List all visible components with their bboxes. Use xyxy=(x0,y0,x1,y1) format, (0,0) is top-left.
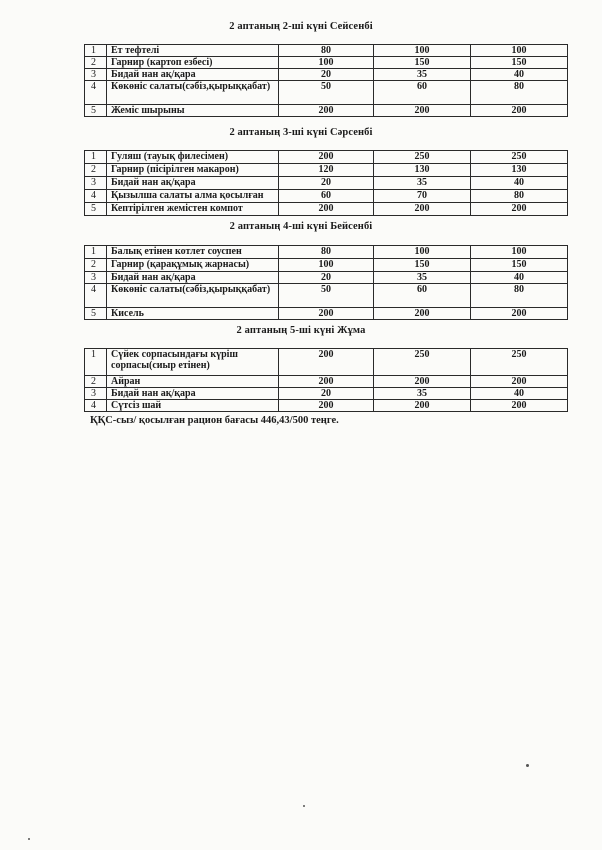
table-row xyxy=(85,308,568,320)
row-number: 1 xyxy=(85,349,107,376)
dish-name: Көкөніс салаты(сәбіз,қырыққабат) xyxy=(107,81,279,105)
portion-value: 200 xyxy=(471,376,568,388)
dish-name: Ет тефтелі xyxy=(107,45,279,57)
portion-value: 20 xyxy=(279,272,374,284)
row-number: 3 xyxy=(85,272,107,284)
dish-name: Жеміс шырыны xyxy=(107,105,279,117)
portion-value: 40 xyxy=(471,388,568,400)
row-number: 2 xyxy=(85,57,107,69)
portion-value: 80 xyxy=(279,45,374,57)
portion-value: 150 xyxy=(471,57,568,69)
dish-name: Гарнир (қарақұмық жарнасы) xyxy=(107,259,279,272)
dish-name: Гарнир (пісірілген макарон) xyxy=(107,164,279,177)
portion-value: 35 xyxy=(374,177,471,190)
dish-name: Бидай нан ақ/қара xyxy=(107,69,279,81)
table-row xyxy=(85,284,568,308)
scan-speck xyxy=(303,805,305,807)
ration-price-note: ҚҚС-сыз/ қосылған рацион бағасы 446,43/500 теңге. xyxy=(90,415,339,426)
dish-name: Гарнир (картоп езбесі) xyxy=(107,57,279,69)
portion-value: 50 xyxy=(279,81,374,105)
table-row xyxy=(85,246,568,259)
portion-value: 70 xyxy=(374,190,471,203)
day-title-tuesday: 2 аптаның 2-ші күні Сейсенбі xyxy=(229,21,373,32)
portion-value: 200 xyxy=(279,400,374,412)
portion-value: 35 xyxy=(374,272,471,284)
table-row xyxy=(85,177,568,190)
portion-value: 80 xyxy=(471,190,568,203)
row-number: 4 xyxy=(85,400,107,412)
table-row xyxy=(85,81,568,105)
dish-name: Көкөніс салаты(сәбіз,қырыққабат) xyxy=(107,284,279,308)
portion-value: 50 xyxy=(279,284,374,308)
table-row xyxy=(85,164,568,177)
portion-value: 200 xyxy=(374,308,471,320)
dish-name: Гуляш (тауық филесімен) xyxy=(107,151,279,164)
portion-value: 130 xyxy=(471,164,568,177)
dish-name: Кисель xyxy=(107,308,279,320)
row-number: 2 xyxy=(85,164,107,177)
portion-value: 35 xyxy=(374,69,471,81)
row-number: 1 xyxy=(85,151,107,164)
table-row xyxy=(85,45,568,57)
row-number: 2 xyxy=(85,376,107,388)
row-number: 3 xyxy=(85,388,107,400)
portion-value: 200 xyxy=(374,105,471,117)
day-title-friday: 2 аптаның 5-ші күні Жұма xyxy=(236,325,366,336)
menu-table-thursday xyxy=(84,245,568,320)
table-row xyxy=(85,203,568,216)
portion-value: 100 xyxy=(279,57,374,69)
portion-value: 20 xyxy=(279,177,374,190)
portion-value: 200 xyxy=(279,349,374,376)
portion-value: 100 xyxy=(374,45,471,57)
portion-value: 200 xyxy=(471,308,568,320)
table-row xyxy=(85,57,568,69)
portion-value: 40 xyxy=(471,177,568,190)
portion-value: 200 xyxy=(279,151,374,164)
portion-value: 130 xyxy=(374,164,471,177)
portion-value: 200 xyxy=(374,400,471,412)
dish-name: Сүйек сорпасындағы күріш сорпасы(сиыр етінен) xyxy=(107,349,279,376)
portion-value: 80 xyxy=(279,246,374,259)
menu-table-friday xyxy=(84,348,568,412)
portion-value: 80 xyxy=(471,284,568,308)
dish-name: Бидай нан ақ/қара xyxy=(107,388,279,400)
portion-value: 40 xyxy=(471,272,568,284)
table-row xyxy=(85,388,568,400)
portion-value: 100 xyxy=(471,246,568,259)
dish-name: Бидай нан ақ/қара xyxy=(107,177,279,190)
row-number: 5 xyxy=(85,308,107,320)
table-row xyxy=(85,259,568,272)
dish-name: Сүтсіз шай xyxy=(107,400,279,412)
scan-speck xyxy=(28,838,30,840)
dish-name: Балық етінен котлет соуспен xyxy=(107,246,279,259)
portion-value: 200 xyxy=(279,203,374,216)
row-number: 1 xyxy=(85,246,107,259)
portion-value: 250 xyxy=(471,151,568,164)
portion-value: 150 xyxy=(471,259,568,272)
row-number: 4 xyxy=(85,284,107,308)
portion-value: 250 xyxy=(374,349,471,376)
portion-value: 60 xyxy=(279,190,374,203)
portion-value: 120 xyxy=(279,164,374,177)
table-row xyxy=(85,151,568,164)
portion-value: 20 xyxy=(279,69,374,81)
table-row xyxy=(85,376,568,388)
row-number: 4 xyxy=(85,190,107,203)
row-number: 5 xyxy=(85,105,107,117)
portion-value: 200 xyxy=(279,105,374,117)
row-number: 4 xyxy=(85,81,107,105)
dish-name: Айран xyxy=(107,376,279,388)
portion-value: 150 xyxy=(374,57,471,69)
portion-value: 250 xyxy=(471,349,568,376)
day-title-thursday: 2 аптаның 4-ші күні Бейсенбі xyxy=(229,221,373,232)
portion-value: 60 xyxy=(374,284,471,308)
portion-value: 20 xyxy=(279,388,374,400)
table-row xyxy=(85,105,568,117)
dish-name: Бидай нан ақ/қара xyxy=(107,272,279,284)
portion-value: 40 xyxy=(471,69,568,81)
portion-value: 80 xyxy=(471,81,568,105)
portion-value: 35 xyxy=(374,388,471,400)
portion-value: 200 xyxy=(279,308,374,320)
row-number: 5 xyxy=(85,203,107,216)
portion-value: 100 xyxy=(471,45,568,57)
table-row xyxy=(85,190,568,203)
scan-speck xyxy=(526,764,529,767)
portion-value: 100 xyxy=(374,246,471,259)
row-number: 1 xyxy=(85,45,107,57)
portion-value: 100 xyxy=(279,259,374,272)
portion-value: 200 xyxy=(374,376,471,388)
portion-value: 200 xyxy=(279,376,374,388)
portion-value: 250 xyxy=(374,151,471,164)
table-row xyxy=(85,272,568,284)
row-number: 2 xyxy=(85,259,107,272)
table-row xyxy=(85,349,568,376)
menu-table-wednesday xyxy=(84,150,568,216)
portion-value: 150 xyxy=(374,259,471,272)
row-number: 3 xyxy=(85,177,107,190)
table-row xyxy=(85,69,568,81)
table-row xyxy=(85,400,568,412)
dish-name: Қызылша салаты алма қосылған xyxy=(107,190,279,203)
dish-name: Кептірілген жемістен компот xyxy=(107,203,279,216)
row-number: 3 xyxy=(85,69,107,81)
portion-value: 200 xyxy=(374,203,471,216)
portion-value: 200 xyxy=(471,203,568,216)
portion-value: 200 xyxy=(471,400,568,412)
day-title-wednesday: 2 аптаның 3-ші күні Сәрсенбі xyxy=(229,127,373,138)
portion-value: 60 xyxy=(374,81,471,105)
menu-table-tuesday xyxy=(84,44,568,117)
portion-value: 200 xyxy=(471,105,568,117)
